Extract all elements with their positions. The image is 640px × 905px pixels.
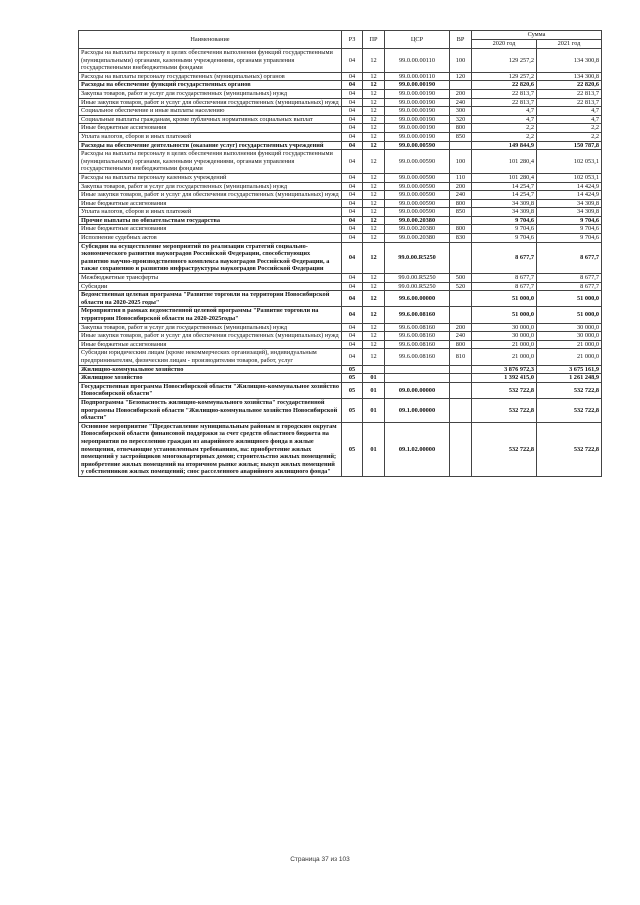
cell-csr: 99.6.00.08160 (385, 323, 450, 332)
cell-sum-2020: 9 704,6 (472, 216, 537, 225)
cell-vr (450, 291, 472, 307)
cell-csr: 99.6.00.08160 (385, 307, 450, 323)
cell-name: Расходы на выплаты персоналу государственных (муниципальных) органов (79, 72, 342, 81)
cell-sum-2021: 22 820,6 (537, 81, 602, 90)
table-row (79, 182, 602, 191)
header-year-2020: 2020 год (472, 40, 537, 49)
cell-csr: 99.0.00.00190 (385, 98, 450, 107)
cell-vr: 500 (450, 274, 472, 283)
cell-pr: 12 (363, 141, 385, 150)
cell-sum-2021: 2,2 (537, 132, 602, 141)
cell-rz: 04 (342, 199, 363, 208)
header-pr: ПР (363, 31, 385, 49)
table-row (79, 115, 602, 124)
cell-rz: 04 (342, 307, 363, 323)
cell-name: Субсидии юридическим лицам (кроме некоммерческих организаций), индивидуальным предпринимателям, физическим лицам - производителям товаров, работ, услуг (79, 349, 342, 365)
cell-pr: 12 (363, 98, 385, 107)
cell-pr: 12 (363, 150, 385, 174)
cell-pr: 12 (363, 132, 385, 141)
table-row (79, 81, 602, 90)
cell-sum-2021: 8 677,7 (537, 274, 602, 283)
table-row (79, 98, 602, 107)
cell-vr: 800 (450, 199, 472, 208)
cell-vr (450, 216, 472, 225)
cell-vr: 200 (450, 323, 472, 332)
cell-pr: 12 (363, 49, 385, 73)
cell-vr (450, 398, 472, 422)
cell-vr (450, 365, 472, 374)
cell-rz: 04 (342, 216, 363, 225)
cell-sum-2020: 8 677,7 (472, 242, 537, 273)
cell-sum-2021: 30 000,0 (537, 323, 602, 332)
cell-sum-2021: 532 722,8 (537, 422, 602, 476)
cell-name: Жилищное хозяйство (79, 374, 342, 383)
cell-csr: 99.0.00.R5250 (385, 242, 450, 273)
cell-sum-2020: 532 722,8 (472, 422, 537, 476)
cell-pr: 12 (363, 124, 385, 133)
cell-sum-2021: 2,2 (537, 124, 602, 133)
cell-pr: 12 (363, 107, 385, 116)
cell-name: Ведомственная целевая программа "Развитие торговли на территории Новосибирской области на 2020-2025 годы" (79, 291, 342, 307)
cell-rz: 04 (342, 124, 363, 133)
cell-sum-2020: 8 677,7 (472, 274, 537, 283)
cell-csr: 09.0.00.00000 (385, 382, 450, 398)
cell-rz: 04 (342, 349, 363, 365)
cell-name: Закупка товаров, работ и услуг для государственных (муниципальных) нужд (79, 182, 342, 191)
cell-sum-2020: 22 813,7 (472, 98, 537, 107)
cell-csr: 99.6.00.08160 (385, 349, 450, 365)
cell-name: Иные бюджетные ассигнования (79, 225, 342, 234)
cell-sum-2021: 532 722,8 (537, 382, 602, 398)
cell-sum-2021: 8 677,7 (537, 242, 602, 273)
cell-name: Иные бюджетные ассигнования (79, 340, 342, 349)
cell-sum-2020: 101 280,4 (472, 150, 537, 174)
cell-name: Расходы на обеспечение деятельности (оказание услуг) государственных учреждений (79, 141, 342, 150)
cell-sum-2020: 129 257,2 (472, 49, 537, 73)
cell-name: Иные бюджетные ассигнования (79, 199, 342, 208)
cell-csr: 09.1.00.00000 (385, 398, 450, 422)
cell-name: Иные бюджетные ассигнования (79, 124, 342, 133)
cell-rz: 04 (342, 89, 363, 98)
cell-sum-2020: 34 309,8 (472, 199, 537, 208)
cell-sum-2020: 532 722,8 (472, 398, 537, 422)
header-year-2021: 2021 год (537, 40, 602, 49)
cell-vr (450, 242, 472, 273)
cell-sum-2020: 30 000,0 (472, 323, 537, 332)
cell-csr: 99.0.00.00190 (385, 132, 450, 141)
cell-sum-2021: 4,7 (537, 107, 602, 116)
cell-pr: 12 (363, 199, 385, 208)
cell-sum-2020: 2,2 (472, 132, 537, 141)
cell-name: Расходы на выплаты персоналу в целях обеспечения выполнения функций государственными (муниципальными) органами, казенными учреждениями, органами управления государственными внебюджетными фондами (79, 49, 342, 73)
cell-vr: 800 (450, 225, 472, 234)
cell-vr (450, 307, 472, 323)
cell-name: Иные закупки товаров, работ и услуг для обеспечения государственных (муниципальных) нужд (79, 191, 342, 200)
table-row (79, 216, 602, 225)
cell-csr: 99.0.00.00110 (385, 49, 450, 73)
cell-rz: 04 (342, 191, 363, 200)
cell-rz: 04 (342, 282, 363, 291)
cell-rz: 04 (342, 141, 363, 150)
cell-pr: 12 (363, 173, 385, 182)
cell-sum-2021: 21 000,0 (537, 349, 602, 365)
table-row (79, 124, 602, 133)
cell-csr: 99.0.00.20380 (385, 234, 450, 243)
cell-rz: 04 (342, 173, 363, 182)
cell-rz: 04 (342, 150, 363, 174)
cell-vr: 200 (450, 89, 472, 98)
cell-sum-2020: 2,2 (472, 124, 537, 133)
cell-csr (385, 365, 450, 374)
table-row (79, 365, 602, 374)
table-row (79, 191, 602, 200)
table-row (79, 132, 602, 141)
cell-pr: 01 (363, 374, 385, 383)
cell-rz: 04 (342, 340, 363, 349)
cell-pr: 12 (363, 191, 385, 200)
cell-sum-2020: 22 820,6 (472, 81, 537, 90)
cell-rz: 04 (342, 115, 363, 124)
cell-sum-2020: 21 000,0 (472, 349, 537, 365)
cell-vr: 800 (450, 124, 472, 133)
table-row (79, 422, 602, 476)
table-row (79, 150, 602, 174)
cell-sum-2020: 34 309,8 (472, 208, 537, 217)
cell-name: Закупка товаров, работ и услуг для государственных (муниципальных) нужд (79, 89, 342, 98)
cell-csr: 99.6.00.08160 (385, 332, 450, 341)
cell-pr: 12 (363, 340, 385, 349)
cell-name: Мероприятия в рамках ведомственной целевой программы "Развитие торговли на территории Новосибирской области на 2020-2025годы" (79, 307, 342, 323)
cell-pr: 12 (363, 282, 385, 291)
table-row (79, 274, 602, 283)
cell-csr: 99.0.00.R5250 (385, 274, 450, 283)
cell-sum-2020: 22 813,7 (472, 89, 537, 98)
header-vr: ВР (450, 31, 472, 49)
cell-rz: 05 (342, 365, 363, 374)
cell-sum-2021: 51 000,0 (537, 307, 602, 323)
table-row (79, 89, 602, 98)
cell-csr: 99.0.00.00190 (385, 89, 450, 98)
cell-pr: 12 (363, 323, 385, 332)
cell-vr (450, 141, 472, 150)
cell-vr: 830 (450, 234, 472, 243)
cell-name: Социальные выплаты гражданам, кроме публичных нормативных социальных выплат (79, 115, 342, 124)
cell-pr: 12 (363, 216, 385, 225)
cell-csr: 99.0.00.00590 (385, 150, 450, 174)
cell-rz: 04 (342, 98, 363, 107)
cell-name: Социальное обеспечение и иные выплаты населению (79, 107, 342, 116)
cell-name: Расходы на выплаты персоналу в целях обеспечения выполнения функций государственными (муниципальными) органами, казенными учреждениями, органами управления государственными внебюджетными фондами (79, 150, 342, 174)
cell-csr: 09.1.02.00000 (385, 422, 450, 476)
cell-rz: 04 (342, 72, 363, 81)
cell-sum-2021: 9 704,6 (537, 225, 602, 234)
cell-sum-2020: 51 000,0 (472, 307, 537, 323)
cell-csr: 99.0.00.00590 (385, 208, 450, 217)
table-row (79, 291, 602, 307)
cell-rz: 04 (342, 242, 363, 273)
cell-sum-2021: 9 704,6 (537, 234, 602, 243)
table-row (79, 208, 602, 217)
cell-sum-2021: 9 704,6 (537, 216, 602, 225)
cell-sum-2021: 34 309,8 (537, 199, 602, 208)
cell-vr: 810 (450, 349, 472, 365)
cell-sum-2021: 4,7 (537, 115, 602, 124)
cell-csr: 99.0.00.00590 (385, 182, 450, 191)
cell-csr (385, 374, 450, 383)
cell-name: Жилищно-коммунальное хозяйство (79, 365, 342, 374)
cell-rz: 04 (342, 225, 363, 234)
cell-name: Субсидии (79, 282, 342, 291)
cell-vr (450, 81, 472, 90)
cell-rz: 04 (342, 107, 363, 116)
cell-pr: 12 (363, 349, 385, 365)
table-row (79, 242, 602, 273)
cell-name: Иные закупки товаров, работ и услуг для обеспечения государственных (муниципальных) нужд (79, 98, 342, 107)
table-row (79, 173, 602, 182)
header-name: Наименование (79, 31, 342, 49)
cell-vr: 300 (450, 107, 472, 116)
cell-pr: 12 (363, 291, 385, 307)
cell-sum-2021: 34 309,8 (537, 208, 602, 217)
cell-sum-2021: 134 300,8 (537, 49, 602, 73)
cell-sum-2021: 14 424,9 (537, 191, 602, 200)
cell-sum-2021: 8 677,7 (537, 282, 602, 291)
cell-sum-2021: 14 424,9 (537, 182, 602, 191)
cell-sum-2021: 1 261 248,9 (537, 374, 602, 383)
table-row (79, 107, 602, 116)
cell-pr: 12 (363, 307, 385, 323)
cell-rz: 04 (342, 81, 363, 90)
cell-vr: 240 (450, 191, 472, 200)
cell-vr: 850 (450, 208, 472, 217)
cell-sum-2020: 4,7 (472, 107, 537, 116)
cell-pr: 12 (363, 182, 385, 191)
cell-csr: 99.0.00.00190 (385, 124, 450, 133)
cell-rz: 04 (342, 208, 363, 217)
cell-vr: 110 (450, 173, 472, 182)
cell-csr: 99.0.00.00590 (385, 141, 450, 150)
cell-rz: 05 (342, 398, 363, 422)
cell-name: Основное мероприятие "Предоставление муниципальным районам и городским округам Новосибирской области финансовой поддержки за счет средств областного бюджета на мероприятия по переселению граждан из аварийного жилищного фонда в жилые помещения, отвечающие установленным требованиям, на: приобретение жилых помещений у застройщиков многоквартирных домов; строительство жилых помещений; приобретение жилых помещений на вторичном рынке жилья; выкуп жилых помещений у собственников жилых помещений; снос расселенного аварийного жилищного фонда" (79, 422, 342, 476)
cell-sum-2021: 532 722,8 (537, 398, 602, 422)
cell-name: Исполнение судебных актов (79, 234, 342, 243)
table-row (79, 307, 602, 323)
cell-csr: 99.0.00.00190 (385, 107, 450, 116)
cell-pr: 12 (363, 72, 385, 81)
table-row (79, 349, 602, 365)
cell-name: Уплата налогов, сборов и иных платежей (79, 208, 342, 217)
cell-pr: 12 (363, 242, 385, 273)
cell-pr: 12 (363, 81, 385, 90)
cell-sum-2021: 22 813,7 (537, 89, 602, 98)
cell-vr: 240 (450, 332, 472, 341)
cell-name: Государственная программа Новосибирской области "Жилищно-коммунальное хозяйство Новосибирской области" (79, 382, 342, 398)
cell-sum-2021: 21 000,0 (537, 340, 602, 349)
cell-sum-2020: 14 254,7 (472, 191, 537, 200)
cell-rz: 04 (342, 323, 363, 332)
cell-name: Уплата налогов, сборов и иных платежей (79, 132, 342, 141)
cell-vr: 800 (450, 340, 472, 349)
cell-sum-2021: 3 675 161,9 (537, 365, 602, 374)
cell-vr: 240 (450, 98, 472, 107)
cell-csr: 99.0.00.00590 (385, 173, 450, 182)
cell-csr: 99.6.00.00000 (385, 291, 450, 307)
table-row (79, 282, 602, 291)
cell-csr: 99.0.00.00590 (385, 199, 450, 208)
cell-sum-2020: 1 392 415,0 (472, 374, 537, 383)
cell-sum-2020: 149 844,9 (472, 141, 537, 150)
cell-sum-2020: 9 704,6 (472, 234, 537, 243)
cell-pr: 12 (363, 234, 385, 243)
cell-sum-2020: 129 257,2 (472, 72, 537, 81)
table-row (79, 225, 602, 234)
cell-sum-2020: 14 254,7 (472, 182, 537, 191)
cell-pr (363, 365, 385, 374)
cell-vr (450, 422, 472, 476)
table-row (79, 323, 602, 332)
cell-vr: 120 (450, 72, 472, 81)
cell-sum-2021: 102 053,1 (537, 173, 602, 182)
cell-sum-2020: 532 722,8 (472, 382, 537, 398)
cell-pr: 12 (363, 89, 385, 98)
cell-name: Иные закупки товаров, работ и услуг для обеспечения государственных (муниципальных) нужд (79, 332, 342, 341)
cell-rz: 04 (342, 49, 363, 73)
table-row (79, 72, 602, 81)
cell-csr: 99.0.00.R5250 (385, 282, 450, 291)
cell-sum-2021: 51 000,0 (537, 291, 602, 307)
cell-rz: 04 (342, 291, 363, 307)
cell-csr: 99.0.00.20380 (385, 225, 450, 234)
cell-sum-2021: 102 053,1 (537, 150, 602, 174)
budget-table (78, 30, 602, 477)
cell-sum-2020: 21 000,0 (472, 340, 537, 349)
cell-name: Субсидии на осуществление мероприятий по реализации стратегий социально-экономического развития наукоградов Российской Федерации, способствующих развитию научно-производственного комплекса наукоградов Российской Федерации, а также сохранению и развитию инфраструктуры наукоградов Российской Федерации (79, 242, 342, 273)
cell-name: Расходы на обеспечение функций государственных органов (79, 81, 342, 90)
cell-pr: 12 (363, 208, 385, 217)
table-body (79, 49, 602, 477)
cell-sum-2021: 150 787,8 (537, 141, 602, 150)
cell-csr: 99.0.00.00190 (385, 81, 450, 90)
cell-rz: 04 (342, 182, 363, 191)
cell-csr: 99.0.00.00590 (385, 191, 450, 200)
cell-sum-2020: 101 280,4 (472, 173, 537, 182)
table-row (79, 141, 602, 150)
cell-rz: 04 (342, 234, 363, 243)
table-row (79, 382, 602, 398)
cell-vr: 850 (450, 132, 472, 141)
cell-sum-2020: 30 000,0 (472, 332, 537, 341)
cell-csr: 99.0.00.20380 (385, 216, 450, 225)
table-row (79, 398, 602, 422)
cell-rz: 05 (342, 422, 363, 476)
cell-rz: 04 (342, 274, 363, 283)
header-csr: ЦСР (385, 31, 450, 49)
cell-vr: 320 (450, 115, 472, 124)
cell-sum-2021: 30 000,0 (537, 332, 602, 341)
cell-sum-2020: 9 704,6 (472, 225, 537, 234)
cell-pr: 12 (363, 115, 385, 124)
cell-rz: 04 (342, 132, 363, 141)
page-number: Страница 37 из 103 (290, 856, 350, 863)
cell-name: Подпрограмма "Безопасность жилищно-коммунального хозяйства" государственной программы Новосибирской области "Жилищно-коммунальное хозяйство Новосибирской области" (79, 398, 342, 422)
cell-pr: 12 (363, 225, 385, 234)
cell-vr (450, 374, 472, 383)
cell-pr: 01 (363, 398, 385, 422)
cell-vr: 100 (450, 150, 472, 174)
cell-rz: 05 (342, 382, 363, 398)
cell-vr: 100 (450, 49, 472, 73)
cell-rz: 04 (342, 332, 363, 341)
cell-name: Расходы на выплаты персоналу казенных учреждений (79, 173, 342, 182)
cell-sum-2021: 22 813,7 (537, 98, 602, 107)
table-row (79, 374, 602, 383)
cell-sum-2020: 51 000,0 (472, 291, 537, 307)
table-row (79, 234, 602, 243)
cell-name: Межбюджетные трансферты (79, 274, 342, 283)
cell-pr: 01 (363, 382, 385, 398)
table-row (79, 340, 602, 349)
cell-vr (450, 382, 472, 398)
cell-sum-2020: 4,7 (472, 115, 537, 124)
cell-csr: 99.6.00.08160 (385, 340, 450, 349)
cell-rz: 05 (342, 374, 363, 383)
cell-sum-2020: 3 876 972,3 (472, 365, 537, 374)
cell-vr: 200 (450, 182, 472, 191)
table-row (79, 199, 602, 208)
header-rz: РЗ (342, 31, 363, 49)
cell-name: Прочие выплаты по обязательствам государства (79, 216, 342, 225)
cell-pr: 01 (363, 422, 385, 476)
table-header (79, 31, 602, 49)
table-row (79, 332, 602, 341)
cell-pr: 12 (363, 332, 385, 341)
table-row (79, 49, 602, 73)
cell-name: Закупка товаров, работ и услуг для государственных (муниципальных) нужд (79, 323, 342, 332)
cell-csr: 99.0.00.00110 (385, 72, 450, 81)
cell-vr: 520 (450, 282, 472, 291)
cell-pr: 12 (363, 274, 385, 283)
cell-sum-2021: 134 300,8 (537, 72, 602, 81)
cell-sum-2020: 8 677,7 (472, 282, 537, 291)
header-sum: Сумма (472, 31, 602, 40)
cell-csr: 99.0.00.00190 (385, 115, 450, 124)
